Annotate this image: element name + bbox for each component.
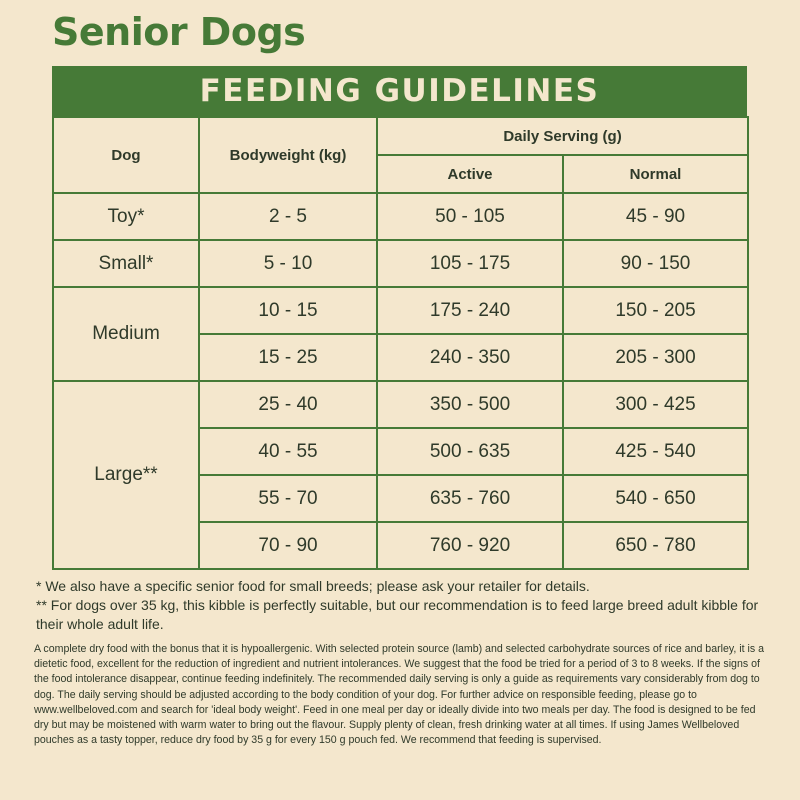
cell-normal: 205 - 300 bbox=[563, 334, 748, 381]
cell-active: 635 - 760 bbox=[377, 475, 563, 522]
cell-active: 105 - 175 bbox=[377, 240, 563, 287]
page-title: Senior Dogs bbox=[52, 10, 306, 54]
header-active: Active bbox=[377, 155, 563, 193]
dog-group-large: Large** bbox=[53, 381, 199, 569]
footnote-small-breeds: * We also have a specific senior food for small breeds; please ask your retailer for details. bbox=[36, 578, 590, 594]
cell-weight: 55 - 70 bbox=[199, 475, 377, 522]
cell-weight: 70 - 90 bbox=[199, 522, 377, 569]
table-row bbox=[53, 193, 748, 240]
table-banner: FEEDING GUIDELINES bbox=[52, 66, 747, 116]
cell-active: 50 - 105 bbox=[377, 193, 563, 240]
header-daily-serving: Daily Serving (g) bbox=[377, 117, 748, 155]
dog-group-small: Small* bbox=[53, 240, 199, 287]
cell-active: 500 - 635 bbox=[377, 428, 563, 475]
cell-weight: 15 - 25 bbox=[199, 334, 377, 381]
cell-weight: 25 - 40 bbox=[199, 381, 377, 428]
cell-normal: 300 - 425 bbox=[563, 381, 748, 428]
cell-normal: 90 - 150 bbox=[563, 240, 748, 287]
dog-group-toy: Toy* bbox=[53, 193, 199, 240]
header-normal: Normal bbox=[563, 155, 748, 193]
header-bodyweight: Bodyweight (kg) bbox=[199, 117, 377, 193]
header-dog: Dog bbox=[53, 117, 199, 193]
cell-weight: 2 - 5 bbox=[199, 193, 377, 240]
table-row bbox=[53, 287, 748, 334]
cell-normal: 150 - 205 bbox=[563, 287, 748, 334]
footnotes bbox=[36, 577, 766, 634]
footnote-large-breeds: ** For dogs over 35 kg, this kibble is perfectly suitable, but our recommendation is to feed large breed adult kibble for their whole adult life. bbox=[36, 597, 759, 632]
feeding-table bbox=[52, 116, 749, 570]
feeding-guidelines-table bbox=[52, 66, 747, 570]
cell-normal: 540 - 650 bbox=[563, 475, 748, 522]
cell-active: 350 - 500 bbox=[377, 381, 563, 428]
cell-normal: 45 - 90 bbox=[563, 193, 748, 240]
table-row bbox=[53, 240, 748, 287]
product-description: A complete dry food with the bonus that it is hypoallergenic. With selected protein source (lamb) and selected carbohydrate sources of rice and barley, it is a dietetic food, excellent for the reduction of ingredient and nutrient intolerances. We suggest that the food be tried for a period of 3 to 8 weeks. If the signs of the food intolerance disappear, continue feeding indefinitely. The recommended daily serving is only a guide as requirements vary considerably from dog to dog. The daily serving should be adjusted according to the body condition of your dog. For further advice on responsible feeding, please go to www.wellbeloved.com and search for 'ideal body weight'. Feed in one meal per day or ideally divide into two meals per day. The food is designed to be fed dry but may be moistened with warm water to bring out the flavour. Supply plenty of clean, fresh drinking water at all times. If using James Wellbeloved pouches as a tasty topper, reduce dry food by 35 g for every 150 g pouch fed. We recommend that feeding is supervised. bbox=[34, 643, 764, 747]
cell-normal: 650 - 780 bbox=[563, 522, 748, 569]
cell-active: 760 - 920 bbox=[377, 522, 563, 569]
table-row bbox=[53, 381, 748, 428]
dog-group-medium: Medium bbox=[53, 287, 199, 381]
cell-active: 240 - 350 bbox=[377, 334, 563, 381]
cell-weight: 5 - 10 bbox=[199, 240, 377, 287]
cell-active: 175 - 240 bbox=[377, 287, 563, 334]
cell-weight: 40 - 55 bbox=[199, 428, 377, 475]
cell-normal: 425 - 540 bbox=[563, 428, 748, 475]
cell-weight: 10 - 15 bbox=[199, 287, 377, 334]
